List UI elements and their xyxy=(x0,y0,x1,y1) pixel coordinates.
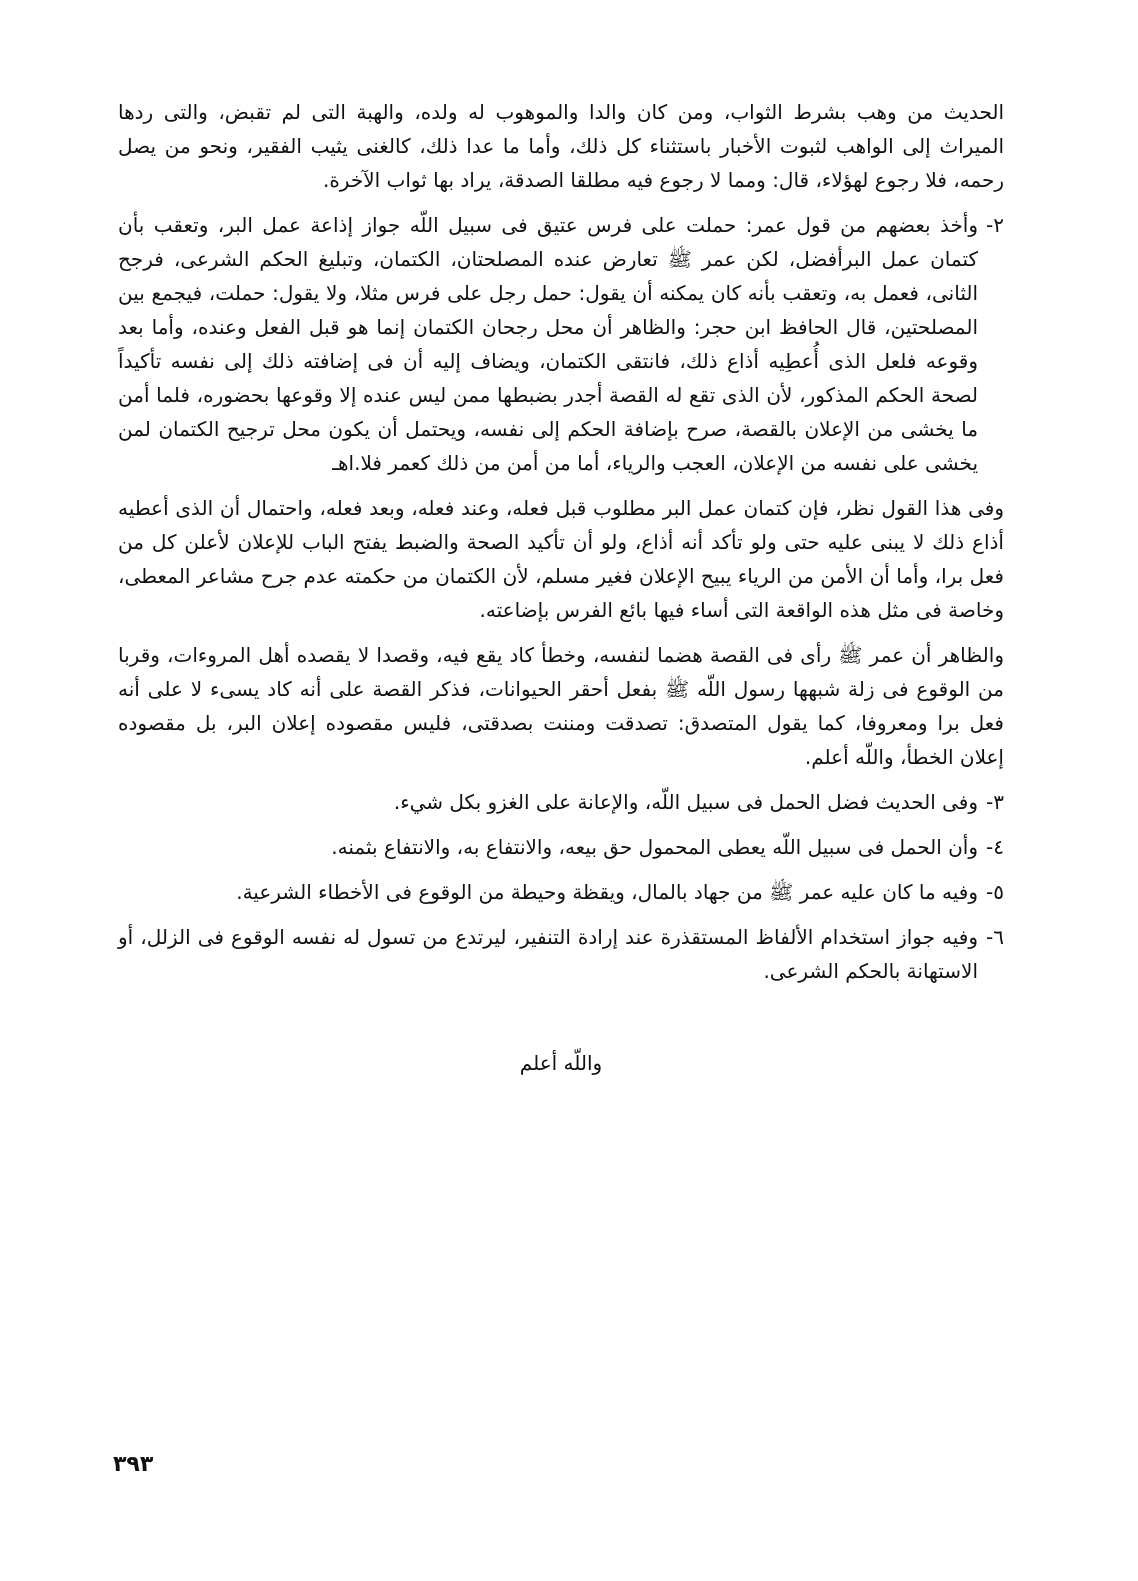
closing-phrase: واللّه أعلم xyxy=(519,1051,603,1075)
item-text: وفيه جواز استخدام الألفاظ المستقذرة عند إرادة التنفير، ليرتدع من تسول له نفسه الوقوع فى الزلل، أو الاستهانة بالحكم الشرعى. xyxy=(118,925,979,983)
item-text: وأن الحمل فى سبيل اللّه يعطى المحمول حق بيعه، والانتفاع به، والانتفاع بثمنه. xyxy=(331,835,979,859)
page-body xyxy=(118,95,1004,1080)
item-number: ٣- xyxy=(986,790,1004,814)
item-number: ٢- xyxy=(986,213,1004,237)
item-text: وأخذ بعضهم من قول عمر: حملت على فرس عتيق فى سبيل اللّه جواز إذاعة عمل البر، وتعقب بأن كتمان عمل البرأفضل، لكن عمر ﷺ تعارض عنده المصلحتان، الكتمان، وتبليغ الحكم الشرعى، فرجح الثانى، فعمل به، وتعقب بأنه كان يمكنه أن يقول: حمل رجل على فرس مثلا، ولا يقول: حملت، فيجمع بين المصلحتين، قال الحافظ ابن حجر: والظاهر أن محل رجحان الكتمان إنما هو قبل الفعل وعنده، وأما بعد وقوعه فلعل الذى أُعطِيه أذاع ذلك، فانتقى الكتمان، ويضاف إليه أن فى إضافته ذلك إلى نفسه تأكيداً لصحة الحكم المذكور، لأن الذى تقع له القصة أجدر بضبطها ممن ليس عنده إلا وقوعها بحضوره، فلما أمن ما يخشى من الإعلان بالقصة، صرح بإضافة الحكم إلى نفسه، ويحتمل أن يكون محل ترجيح الكتمان لمن يخشى على نفسه من الإعلان، العجب والرياء، أما من أمن من ذلك كعمر فلا.اهـ xyxy=(118,213,979,475)
list-item-4 xyxy=(118,830,1004,864)
item-text: وفى الحديث فضل الحمل فى سبيل اللّه، والإعانة على الغزو بكل شيء. xyxy=(393,790,979,814)
paragraph-conclusion: والظاهر أن عمر ﷺ رأى فى القصة هضما لنفسه، وخطأ كاد يقع فيه، وقصدا لا يقصده أهل المروءات، وقربا من الوقوع فى زلة شبهها رسول اللّه ﷺ بفعل أحقر الحيوانات، فذكر القصة على أنه كاد يسىء لا على أنه فعل برا ومعروفا، كما يقول المتصدق: تصدقت ومننت بصدقتى، فليس مقصوده إعلان البر، بل مقصوده إعلان الخطأ، واللّه أعلم. xyxy=(118,643,1004,769)
page-number: ٣٩٣ xyxy=(113,1452,154,1477)
list-item-6 xyxy=(118,920,1004,988)
list-item-5 xyxy=(118,875,1004,909)
list-item-2 xyxy=(118,208,1004,480)
intro-paragraph: الحديث من وهب بشرط الثواب، ومن كان والدا والموهوب له ولده، والهبة التى لم تقبض، والتى ردها الميراث إلى الواهب لثبوت الأخبار باستثناء كل ذلك، وأما ما عدا ذلك، كالغنى يثيب الفقير، ونحو من يصل رحمه، فلا رجوع لهؤلاء، قال: ومما لا رجوع فيه مطلقا الصدقة، يراد بها ثواب الآخرة. xyxy=(118,100,1004,192)
item-text: وفيه ما كان عليه عمر ﷺ من جهاد بالمال، ويقظة وحيطة من الوقوع فى الأخطاء الشرعية. xyxy=(236,880,979,904)
list-item-3 xyxy=(118,785,1004,819)
item-number: ٦- xyxy=(986,925,1004,949)
item-number: ٤- xyxy=(986,835,1004,859)
item-number: ٥- xyxy=(986,880,1004,904)
paragraph-commentary: وفى هذا القول نظر، فإن كتمان عمل البر مطلوب قبل فعله، وعند فعله، وبعد فعله، واحتمال أن الذى أعطيه أذاع ذلك لا يبنى عليه حتى ولو تأكد أنه أذاع، ولو أن تأكيد الصحة والضبط يفتح الباب للإعلان لأعلن كل من فعل برا، وأما أن الأمن من الرياء يبيح الإعلان فغير مسلم، لأن الكتمان من حكمته عدم جرح مشاعر المعطى، وخاصة فى مثل هذه الواقعة التى أساء فيها بائع الفرس بإضاعته. xyxy=(118,496,1004,622)
